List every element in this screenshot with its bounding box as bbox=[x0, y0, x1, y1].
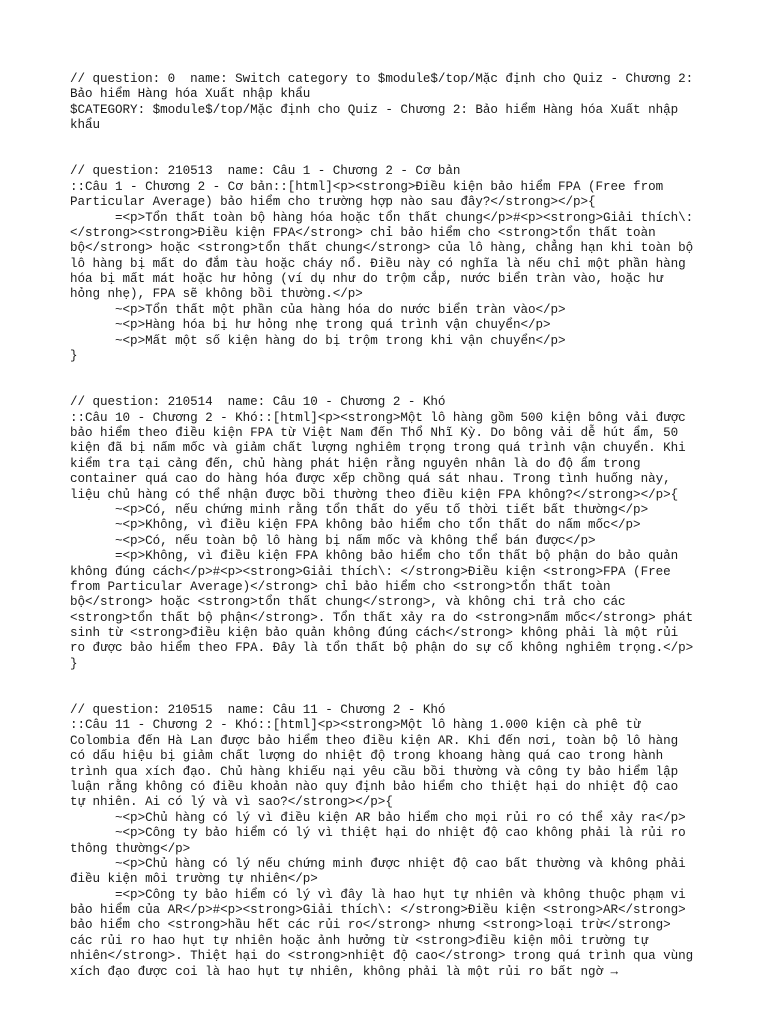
text-line: kiểm tra tại cảng đến, chủ hàng phát hiện rằng nguyên nhân là do độ ẩm trong bbox=[70, 456, 641, 471]
text-line: Particular Average) bảo hiểm cho trường hợp nào sau đây?</strong></p>{ bbox=[70, 195, 596, 210]
text-line: luận rằng không có điều khoản nào quy định bảo hiểm cho thiệt hại do nhiệt độ cao bbox=[70, 779, 679, 794]
text-line: nhiên</strong>. Thiệt hại do <strong>nhiệt độ cao</strong> trong quá trình qua vùng bbox=[70, 949, 694, 964]
text-line: tự nhiên. Ai có lý và vì sao?</strong></p>{ bbox=[70, 795, 393, 810]
text-line: điều kiện môi trường tự nhiên</p> bbox=[70, 872, 318, 887]
text-line: các rủi ro hao hụt tự nhiên hoặc ảnh hưởng từ <strong>điều kiện môi trường tự bbox=[70, 933, 649, 948]
text-line: thông thường</p> bbox=[70, 841, 191, 856]
blank-line bbox=[70, 672, 710, 687]
text-line: // question: 210514 name: Câu 10 - Chương 2 - Khó bbox=[70, 395, 446, 410]
text-line: // question: 210513 name: Câu 1 - Chương 2 - Cơ bản bbox=[70, 164, 461, 179]
text-line: from Particular Average)</strong> chỉ bảo hiểm cho <strong>tổn thất toàn bbox=[70, 579, 611, 594]
text-line: bộ</strong> hoặc <strong>tổn thất chung</strong>, và không chi trả cho các bbox=[70, 595, 626, 610]
text-line: Bảo hiểm Hàng hóa Xuất nhập khẩu bbox=[70, 87, 311, 102]
blank-line bbox=[70, 134, 710, 149]
text-line: sinh từ <strong>điều kiện bảo quản không đúng cách</strong> không phải là một rủi bbox=[70, 626, 679, 641]
text-line: hóa bị mất mát hoặc hư hỏng (ví dụ như do trộm cắp, nước biển tràn vào, hoặc hư bbox=[70, 272, 664, 287]
text-line: không đúng cách</p>#<p><strong>Giải thích\: </strong>Điều kiện <strong>FPA (Free bbox=[70, 564, 671, 579]
blank-line bbox=[70, 380, 710, 395]
text-line: ~<p>Chủ hàng có lý vì điều kiện AR bảo hiểm cho mọi rủi ro có thể xảy ra</p> bbox=[70, 810, 686, 825]
blank-line bbox=[70, 688, 710, 703]
text-line: ~<p>Tổn thất một phần của hàng hóa do nước biển tràn vào</p> bbox=[70, 302, 566, 317]
text-line: ro được bảo hiểm theo FPA. Đây là tổn thất bộ phận do sự cố không nghiêm trọng.</p> bbox=[70, 641, 694, 656]
text-line: bảo hiểm cho <strong>hầu hết các rủi ro</strong> nhưng <strong>loại trừ</strong> bbox=[70, 918, 671, 933]
text-line: $CATEGORY: $module$/top/Mặc định cho Quiz - Chương 2: Bảo hiểm Hàng hóa Xuất nhập bbox=[70, 102, 679, 117]
text-line: lô hàng bị mất do đắm tàu hoặc cháy nổ. Điều này có nghĩa là nếu chỉ một phần hàng bbox=[70, 256, 686, 271]
text-line: </strong><strong>Điều kiện FPA</strong> chỉ bảo hiểm cho <strong>tổn thất toàn bbox=[70, 225, 656, 240]
text-line: trình qua xích đạo. Chủ hàng khiếu nại yêu cầu bồi thường và công ty bảo hiểm lập bbox=[70, 764, 679, 779]
text-line: ::Câu 11 - Chương 2 - Khó::[html]<p><strong>Một lô hàng 1.000 kiện cà phê từ bbox=[70, 718, 641, 733]
text-line: ~<p>Mất một số kiện hàng do bị trộm trong khi vận chuyển</p> bbox=[70, 333, 566, 348]
text-line: ~<p>Không, vì điều kiện FPA không bảo hiểm cho tổn thất do nấm mốc</p> bbox=[70, 518, 641, 533]
text-line: ~<p>Hàng hóa bị hư hỏng nhẹ trong quá trình vận chuyển</p> bbox=[70, 318, 551, 333]
text-line: kiện đã bị nấm mốc và giảm chất lượng nghiêm trọng trong quá trình vận chuyển. Khi bbox=[70, 441, 686, 456]
text-line: xích đạo được coi là hao hụt tự nhiên, không phải là một rủi ro bất ngờ → bbox=[70, 964, 619, 979]
text-line: có dấu hiệu bị giảm chất lượng do nhiệt độ trong khoang hàng quá cao trong hành bbox=[70, 749, 664, 764]
text-line: liệu chủ hàng có thể nhận được bồi thường theo điều kiện FPA không?</strong></p>{ bbox=[70, 487, 679, 502]
text-line: ::Câu 1 - Chương 2 - Cơ bản::[html]<p><strong>Điều kiện bảo hiểm FPA (Free from bbox=[70, 179, 664, 194]
text-line: hỏng nhẹ), FPA sẽ không bồi thường.</p> bbox=[70, 287, 363, 302]
text-line: container quá cao do hàng hóa được xếp chồng quá sát nhau. Trong tình huống này, bbox=[70, 472, 671, 487]
text-line: ~<p>Có, nếu chứng minh rằng tổn thất do yếu tố thời tiết bất thường</p> bbox=[70, 502, 649, 517]
text-line: // question: 0 name: Switch category to $module$/top/Mặc định cho Quiz - Chương 2: bbox=[70, 72, 694, 86]
text-line: khẩu bbox=[70, 118, 101, 133]
text-line: } bbox=[70, 349, 78, 364]
text-line: Colombia đến Hà Lan được bảo hiểm theo điều kiện AR. Khi đến nơi, toàn bộ lô hàng bbox=[70, 733, 679, 748]
text-line: ~<p>Công ty bảo hiểm có lý vì thiệt hại do nhiệt độ cao không phải là rủi ro bbox=[70, 826, 686, 841]
text-line: bảo hiểm của AR</p>#<p><strong>Giải thích\: </strong>Điều kiện <strong>AR</strong> bbox=[70, 903, 686, 918]
text-line: =<p>Không, vì điều kiện FPA không bảo hiểm cho tổn thất bộ phận do bảo quản bbox=[70, 549, 679, 564]
text-line: <strong>tổn thất bộ phận</strong>. Tổn thất xảy ra do <strong>nấm mốc</strong> phát bbox=[70, 610, 694, 625]
blank-line bbox=[70, 149, 710, 164]
document-text bbox=[70, 72, 710, 980]
text-line: bộ</strong> hoặc <strong>tổn thất chung</strong> của lô hàng, chẳng hạn khi toàn bộ bbox=[70, 241, 694, 256]
text-line: ~<p>Có, nếu toàn bộ lô hàng bị nấm mốc và không thể bán được</p> bbox=[70, 533, 596, 548]
text-line: ::Câu 10 - Chương 2 - Khó::[html]<p><strong>Một lô hàng gồm 500 kiện bông vải được bbox=[70, 410, 686, 425]
text-line: =<p>Công ty bảo hiểm có lý vì đây là hao hụt tự nhiên và không thuộc phạm vi bbox=[70, 887, 686, 902]
text-line: ~<p>Chủ hàng có lý nếu chứng minh được nhiệt độ cao bất thường và không phải bbox=[70, 856, 686, 871]
text-line: =<p>Tổn thất toàn bộ hàng hóa hoặc tổn thất chung</p>#<p><strong>Giải thích\: bbox=[70, 210, 694, 225]
text-line: // question: 210515 name: Câu 11 - Chương 2 - Khó bbox=[70, 703, 446, 718]
blank-line bbox=[70, 364, 710, 379]
text-line: bảo hiểm theo điều kiện FPA từ Việt Nam đến Thổ Nhĩ Kỳ. Do bông vải dễ hút ẩm, 50 bbox=[70, 425, 679, 440]
text-line: } bbox=[70, 656, 78, 671]
